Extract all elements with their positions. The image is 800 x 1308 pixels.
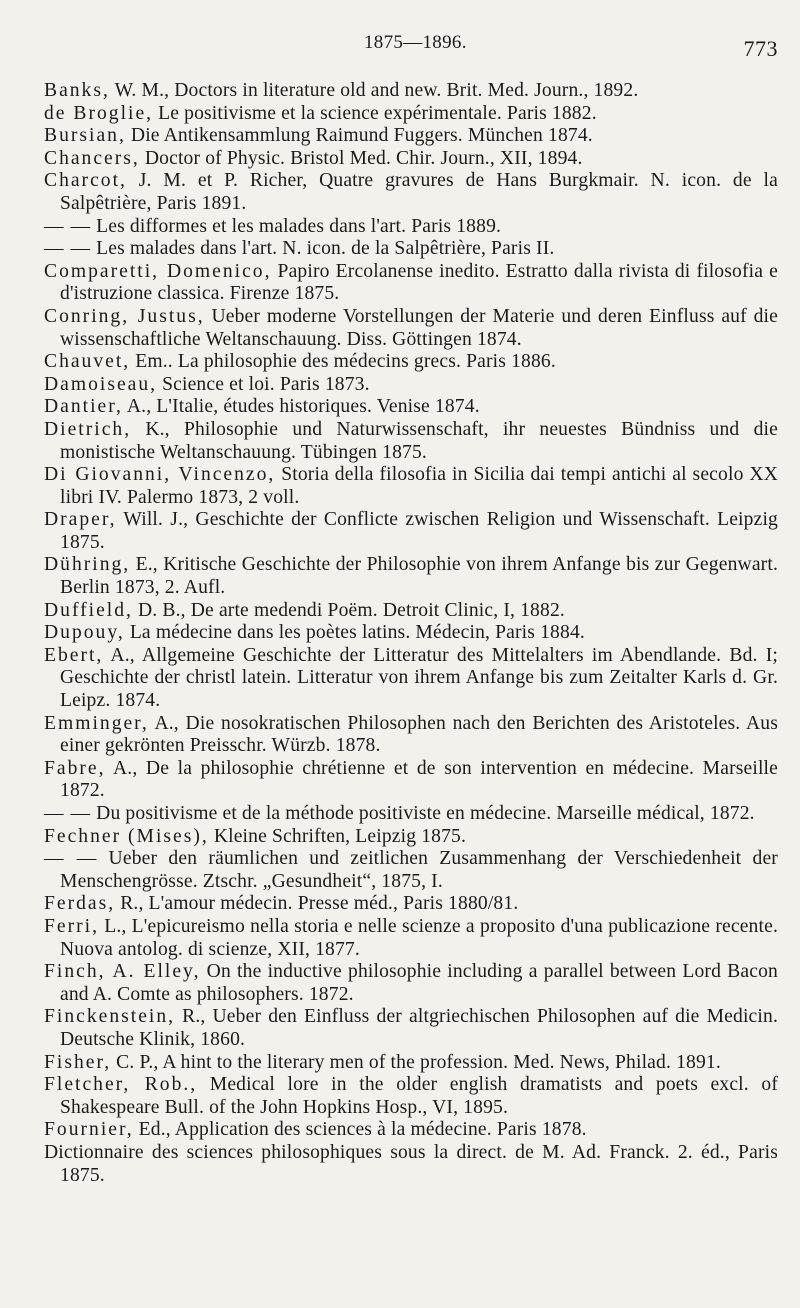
entry-text: R., L'amour médecin. Presse méd., Paris 1880/81. bbox=[115, 893, 519, 915]
entry-author: Fechner (Mises), bbox=[44, 825, 209, 847]
bibliography-entry bbox=[44, 893, 778, 916]
entry-text: Ed., Application des sciences à la médecine. Paris 1878. bbox=[133, 1119, 587, 1141]
bibliography-entry bbox=[44, 916, 778, 961]
bibliography-entry bbox=[44, 396, 778, 419]
entry-text: W. M., Doctors in literature old and new. Brit. Med. Journ., 1892. bbox=[109, 80, 639, 101]
entry-text: Will. J., Geschichte der Conflicte zwischen Religion und Wissenschaft. Leipzig 1875. bbox=[60, 509, 778, 553]
entry-author: Dantier, bbox=[44, 396, 123, 418]
entry-author: Dietrich, bbox=[44, 418, 132, 440]
bibliography-entry bbox=[44, 848, 778, 893]
entry-text: Science et loi. Paris 1873. bbox=[157, 373, 370, 395]
bibliography-entry bbox=[44, 1074, 778, 1119]
bibliography-entry bbox=[44, 148, 778, 171]
bibliography-entry bbox=[44, 306, 778, 351]
entry-text: K., Philosophie und Naturwissenschaft, ihr neuestes Bündniss und die monistische Weltanschauung. Tübingen 1875. bbox=[60, 418, 778, 463]
entry-text: Medical lore in the older english dramatists and poets excl. of Shakespeare Bull. of the John Hopkins Hosp., VI, 1895. bbox=[60, 1074, 779, 1118]
entry-text: D. B., De arte medendi Poëm. Detroit Clinic, I, 1882. bbox=[132, 599, 565, 621]
entry-author: Finckenstein, bbox=[44, 1006, 176, 1028]
entry-author: Dupouy, bbox=[44, 622, 125, 644]
entry-author: — — bbox=[44, 238, 92, 260]
bibliography-entry bbox=[44, 80, 778, 103]
entry-author: Banks, bbox=[44, 80, 110, 101]
page-header bbox=[44, 28, 778, 80]
bibliography-entry bbox=[44, 713, 778, 758]
entry-text: On the inductive philosophie including a parallel between Lord Bacon and A. Comte as philosophers. 1872. bbox=[60, 961, 778, 1005]
entry-text: R., Ueber den Einfluss der altgriechischen Philosophen auf die Medicin. Deutsche Klinik, 1860. bbox=[60, 1006, 778, 1050]
entry-text: A., De la philosophie chrétienne et de son intervention en médecine. Marseille 1872. bbox=[60, 757, 778, 802]
page-number: 773 bbox=[743, 36, 778, 61]
entry-text: Doctor of Physic. Bristol Med. Chir. Journ., XII, 1894. bbox=[139, 147, 583, 169]
entry-author: Comparetti, Domenico, bbox=[44, 260, 272, 282]
bibliography-entry bbox=[44, 645, 778, 713]
entry-author: Conring, Justus, bbox=[44, 305, 205, 327]
entry-text: Die Antikensammlung Raimund Fuggers. München 1874. bbox=[125, 125, 593, 147]
entry-text: A., Allgemeine Geschichte der Litteratur des Mittelalters im Abendlande. Bd. I; Geschichte der christl latein. Litteratur von ihrem Anfange bis zum Zeitalter Karls d. Gr. Leipz. 1874. bbox=[60, 644, 778, 712]
bibliography-entry bbox=[44, 826, 778, 849]
bibliography-entry bbox=[44, 216, 778, 239]
entry-text: Les difformes et les malades dans l'art. Paris 1889. bbox=[91, 215, 502, 237]
entry-author: Charcot, bbox=[44, 170, 127, 192]
bibliography-entry bbox=[44, 374, 778, 397]
entry-text: Dictionnaire des sciences philosophiques sous la direct. de M. Ad. Franck. 2. éd., Paris 1875. bbox=[44, 1141, 778, 1186]
entry-author: Dühring, bbox=[44, 554, 131, 576]
bibliography-entry bbox=[44, 758, 778, 803]
entry-text: J. M. et P. Richer, Quatre gravures de Hans Burgkmair. N. icon. de la Salpêtrière, Paris 1891. bbox=[60, 170, 778, 214]
entry-author: Finch, A. Elley, bbox=[44, 961, 201, 983]
entry-text: Storia della filosofia in Sicilia dai tempi antichi al secolo XX libri IV. Palermo 1873, 2 voll. bbox=[60, 464, 778, 508]
entry-author: Chancers, bbox=[44, 147, 140, 169]
entry-text: C. P., A hint to the literary men of the profession. Med. News, Philad. 1891. bbox=[111, 1051, 721, 1073]
bibliography-entry bbox=[44, 600, 778, 623]
bibliography-entry bbox=[44, 238, 778, 261]
entry-text: Les malades dans l'art. N. icon. de la Salpêtrière, Paris II. bbox=[91, 238, 555, 260]
bibliography-entry bbox=[44, 803, 778, 826]
bibliography-entry bbox=[44, 261, 778, 306]
entry-text: La médecine dans les poètes latins. Médecin, Paris 1884. bbox=[124, 622, 585, 644]
entry-text: E., Kritische Geschichte der Philosophie von ihrem Anfange bis zur Gegenwart. Berlin 1873, 2. Aufl. bbox=[60, 554, 778, 599]
entry-text: A., Die nosokratischen Philosophen nach den Berichten des Aristoteles. Aus einer gekrönten Preisschr. Würzb. 1878. bbox=[60, 712, 778, 757]
entry-author: Fabre, bbox=[44, 757, 106, 779]
bibliography-entry bbox=[44, 464, 778, 509]
running-head: 1875—1896. bbox=[364, 32, 467, 53]
bibliography-entry bbox=[44, 622, 778, 645]
entry-text: Em.. La philosophie des médecins grecs. Paris 1886. bbox=[130, 351, 556, 373]
bibliography-entry bbox=[44, 125, 778, 148]
entry-author: Ebert, bbox=[44, 644, 104, 666]
entry-author: Bursian, bbox=[44, 125, 126, 147]
entry-author: Fisher, bbox=[44, 1051, 112, 1073]
entry-author: — — bbox=[44, 215, 92, 237]
entry-text: A., L'Italie, études historiques. Venise 1874. bbox=[122, 396, 480, 418]
bibliography-entry bbox=[44, 1142, 778, 1187]
entry-author: Ferdas, bbox=[44, 893, 116, 915]
bibliography-entry bbox=[44, 1006, 778, 1051]
bibliography-entry bbox=[44, 509, 778, 554]
bibliography-entry bbox=[44, 1052, 778, 1075]
entry-author: Fournier, bbox=[44, 1119, 134, 1141]
entry-text: Papiro Ercolanense inedito. Estratto dalla rivista di filosofia e d'istruzione classica. Firenze 1875. bbox=[60, 260, 778, 305]
entry-text: L., L'epicureismo nella storia e nelle scienze a proposito d'una publicazione recente. Nuova antolog. di scienze, XII, 1877. bbox=[60, 915, 778, 960]
entry-author: — — bbox=[44, 848, 98, 870]
bibliography-entry bbox=[44, 103, 778, 126]
bibliography-entry bbox=[44, 1119, 778, 1142]
bibliography-entry bbox=[44, 419, 778, 464]
entry-text: Du positivisme et de la méthode positiviste en médecine. Marseille médical, 1872. bbox=[91, 803, 755, 824]
entry-text: Kleine Schriften, Leipzig 1875. bbox=[208, 825, 467, 847]
entry-text: Ueber den räumlichen und zeitlichen Zusammenhang der Verschiedenheit der Menschengrösse. Ztschr. „Gesundheit“, 1875, I. bbox=[60, 848, 778, 892]
entry-author: Ferri, bbox=[44, 915, 99, 937]
entry-author: — — bbox=[44, 803, 92, 824]
bibliography-entry bbox=[44, 170, 778, 215]
entry-text: Ueber moderne Vorstellungen der Materie und deren Einfluss auf die wissenschaftliche Weltanschauung. Diss. Göttingen 1874. bbox=[60, 305, 778, 350]
entry-text: Le positivisme et la science expérimentale. Paris 1882. bbox=[153, 102, 597, 124]
bibliography-entry bbox=[44, 554, 778, 599]
entry-author: Draper, bbox=[44, 509, 117, 531]
entry-author: Di Giovanni, Vincenzo, bbox=[44, 464, 276, 486]
entry-author: Fletcher, Rob., bbox=[44, 1074, 198, 1096]
entry-author: Emminger, bbox=[44, 712, 149, 734]
bibliography-entry bbox=[44, 351, 778, 374]
entry-author: Damoiseau, bbox=[44, 373, 158, 395]
entry-author: de Broglie, bbox=[44, 102, 154, 124]
entry-author: Duffield, bbox=[44, 599, 133, 621]
bibliography-entry bbox=[44, 961, 778, 1006]
entry-author: Chauvet, bbox=[44, 351, 131, 373]
bibliography-list bbox=[44, 80, 778, 1187]
